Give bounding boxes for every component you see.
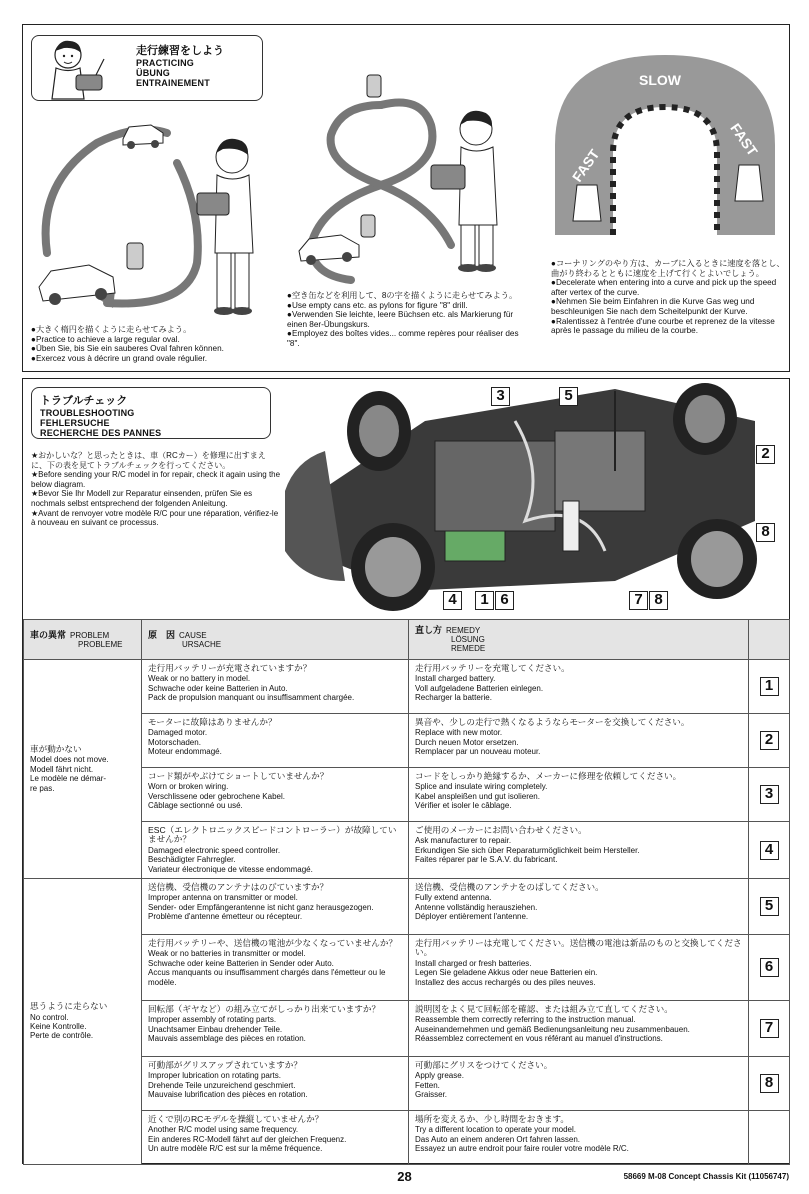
trouble-title-fr: RECHERCHE DES PANNES bbox=[40, 428, 162, 438]
problem-no-control: 思うように走らない No control. Keine Kontrolle. Perte de contrôle. bbox=[24, 879, 142, 1165]
practice-title-en: PRACTICING bbox=[136, 58, 194, 68]
callout-5: 5 bbox=[559, 387, 578, 406]
remedy-header: 直し方 REMEDY LÖSUNG REMEDE bbox=[409, 620, 749, 660]
cause-header: 原 因 CAUSE URSACHE bbox=[142, 620, 409, 660]
trouble-title-en: TROUBLESHOOTING bbox=[40, 408, 135, 418]
cause-9: 近くで別のRCモデルを操縦していませんか？ Another R/C model using same frequency. Ein anderes RC-Modell fährt auf der gleichen Frequenz. Un autre modèle R/C est sur la même fréquence. bbox=[142, 1111, 409, 1165]
remedy-7: 説明図をよく見て回転部を確認、または組み立て直してください。 Reassemble them correctly referring to the instruction manual. Auseinandernehmen und gemäß Bedienungsanleitung neu zusammenbauen. Réassemblez correctement en vous référant au manuel d'instructions. bbox=[409, 1001, 749, 1057]
remedy-5: 送信機、受信機のアンテナをのばしてください。 Fully extend antenna. Antenne vollständig herausziehen. Déployer entièrement l'antenne. bbox=[409, 879, 749, 935]
number-header bbox=[749, 620, 790, 660]
practice-title-de: ÜBUNG bbox=[136, 68, 170, 78]
page-number: 28 bbox=[397, 1169, 412, 1184]
cause-3: コード類がやぶけてショートしていませんか？ Worn or broken wiring. Verschlissene oder gebrochene Kabel. Câblage sectionné ou usé. bbox=[142, 768, 409, 822]
remedy-2: 異音や、少しの走行で熱くなるようならモーターを交換してください。 Replace with new motor. Durch neuen Motor ersetzen. Remplacer par un nouveau moteur. bbox=[409, 714, 749, 768]
row-number: 7 bbox=[749, 1001, 790, 1057]
row-number-empty bbox=[749, 1111, 790, 1165]
cause-7: 回転部（ギヤなど）の組み立てがしっかり出来ていますか？ Improper assembly of rotating parts. Unachtsamer Einbau drehender Teile. Mauvais assemblage des pièces en rotation. bbox=[142, 1001, 409, 1057]
callout-6: 6 bbox=[495, 591, 514, 610]
callout-3: 3 bbox=[491, 387, 510, 406]
oval-caption: ●大きく楕円を描くように走らせてみよう。 ●Practice to achieve a large regular oval. ●Üben Sie, bis Sie ein sauberes Oval fahren können. ●Exercez vous à décrire un grand ovale régulier. bbox=[31, 325, 224, 363]
problem-no-move: 車が動かない Model does not move. Modell fährt nicht. Le modèle ne démar- re pas. bbox=[24, 660, 142, 879]
cause-5: 送信機、受信機のアンテナはのびていますか？ Improper antenna on transmitter or model. Sender- oder Empfängerantenne ist nicht ganz herausgezogen. Problème d'antenne émetteur ou récepteur. bbox=[142, 879, 409, 935]
practice-title-fr: ENTRAINEMENT bbox=[136, 78, 210, 88]
callout-2: 2 bbox=[756, 445, 775, 464]
trouble-title-jp: トラブルチェック bbox=[40, 395, 128, 407]
row-number: 1 bbox=[749, 660, 790, 714]
callout-8-right: 8 bbox=[756, 523, 775, 542]
oval-track-illustration bbox=[27, 103, 277, 323]
row-number: 3 bbox=[749, 768, 790, 822]
figure-eight-illustration bbox=[281, 65, 531, 285]
remedy-8: 可動部にグリスをつけてください。 Apply grease. Fetten. Graisser. bbox=[409, 1057, 749, 1111]
cornering-caption: ●コーナリングのやり方は、カーブに入るときに速度を落とし、曲がり終わるとともに速度を上げて行くとよいでしょう。 ●Decelerate when entering into a curve and pick up the speed after vertex of the curve. ●Nehmen Sie beim Einfahren in die Kurve Gas weg und beschleunigen Sie nach dem Scheitelpunkt der Kurve. ●Ralentissez à l'entrée d'une courbe et reprenez de la vitesse après le passage du milieu de la courbe. bbox=[551, 259, 785, 336]
fast-left-label: FAST bbox=[568, 146, 603, 185]
table-row bbox=[24, 879, 790, 935]
remedy-6: 走行用バッテリーは充電してください。送信機の電池は新品のものと交換してください。 Install charged or fresh batteries. Legen Sie geladene Akkus oder neue Batterien ein. Installez des accus rechargés ou des piles neuves. bbox=[409, 935, 749, 1001]
cause-8: 可動部がグリスアップされていますか？ Improper lubrication on rotating parts. Drehende Teile unzureichend geschmiert. Mauvaise lubrification des pièces en rotation. bbox=[142, 1057, 409, 1111]
cause-1: 走行用バッテリーが充電されていますか？ Weak or no battery in model. Schwache oder keine Batterien in Auto. Pack de propulsion manquant ou insuffisamment chargée. bbox=[142, 660, 409, 714]
callout-7: 7 bbox=[629, 591, 648, 610]
troubleshooting-panel bbox=[22, 378, 790, 1164]
figure-eight-caption: ●空き缶などを利用して、8の字を描くように走らせてみよう。 ●Use empty cans etc. as pylons for figure "8" drill. ●Verwenden Sie leichte, leere Büchsen etc. als Markierung für einen 8er-Übungskurs. ●Employez des boîtes vides... comme repères pour réaliser des "8". bbox=[287, 291, 519, 348]
kit-reference: 58669 M-08 Concept Chassis Kit (11056747) bbox=[623, 1172, 789, 1181]
callout-4: 4 bbox=[443, 591, 462, 610]
row-number: 6 bbox=[749, 935, 790, 1001]
remedy-9: 場所を変えるか、少し時間をおきます。 Try a different location to operate your model. Das Auto an einem anderen Ort fahren lassen. Essayez un autre endroit pour faire rouler votre modèle R/C. bbox=[409, 1111, 749, 1165]
practice-title-box bbox=[31, 35, 263, 101]
callout-1: 1 bbox=[475, 591, 494, 610]
troubleshooting-table bbox=[23, 619, 790, 1165]
cause-2: モーターに故障はありませんか？ Damaged motor. Motorschaden. Moteur endommagé. bbox=[142, 714, 409, 768]
row-number: 5 bbox=[749, 879, 790, 935]
row-number: 2 bbox=[749, 714, 790, 768]
trouble-title-box bbox=[31, 387, 271, 439]
slow-label: SLOW bbox=[639, 72, 681, 88]
row-number: 4 bbox=[749, 822, 790, 879]
cause-6: 走行用バッテリーや、送信機の電池が少なくなっていませんか？ Weak or no batteries in transmitter or model. Schwache oder keine Batterien in Sender oder Auto. Accus manquants ou insuffisamment chargés dans l'émetteur ou le modèle. bbox=[142, 935, 409, 1001]
chassis-illustration bbox=[285, 381, 775, 613]
trouble-title-de: FEHLERSUCHE bbox=[40, 418, 110, 428]
problem-header: 車の異常 PROBLEM PROBLEME bbox=[24, 620, 142, 660]
remedy-3: コードをしっかり絶縁するか、メーカーに修理を依頼してください。 Splice and insulate wiring completely. Kabel anspleißen und gut isolieren. Vérifier et isoler le câblage. bbox=[409, 768, 749, 822]
practice-panel bbox=[22, 24, 790, 372]
cause-4: ESC（エレクトロニックスピードコントローラー）が故障していませんか？ Damaged electronic speed controller. Beschädigter Fahrregler. Variateur électronique de vitesse endommagé. bbox=[142, 822, 409, 879]
trouble-intro: ★おかしいな？と思ったときは、車（RCカー）を修理に出すまえに、下の表を見てトラブルチェックを行ってください。 ★Before sending your R/C model in for repair, check it again using the below diagram. ★Bevor Sie Ihr Modell zur Reparatur einsenden, prüfen Sie es nochmals selbst entsprechend der folgenden Anleitung. ★Avant de renvoyer votre modèle R/C pour une réparation, vérifiez-le à nouveau en suivant ce processus. bbox=[31, 451, 281, 528]
fast-right-label: FAST bbox=[727, 120, 761, 159]
remedy-4: ご使用のメーカーにお問い合わせください。 Ask manufacturer to repair. Erkundigen Sie sich über Reparaturmöglichkeit beim Hersteller. Faites réparer par le S.A.V. du fabricant. bbox=[409, 822, 749, 879]
practice-title-jp: 走行練習をしよう bbox=[136, 45, 224, 57]
cornering-track-illustration bbox=[545, 35, 785, 235]
remedy-1: 走行用バッテリーを充電してください。 Install charged battery. Voll aufgeladene Batterien einlegen. Recharger la batterie. bbox=[409, 660, 749, 714]
boy-with-controller-illustration bbox=[34, 37, 120, 101]
row-number: 8 bbox=[749, 1057, 790, 1111]
table-row bbox=[24, 660, 790, 714]
callout-8-bottom: 8 bbox=[649, 591, 668, 610]
